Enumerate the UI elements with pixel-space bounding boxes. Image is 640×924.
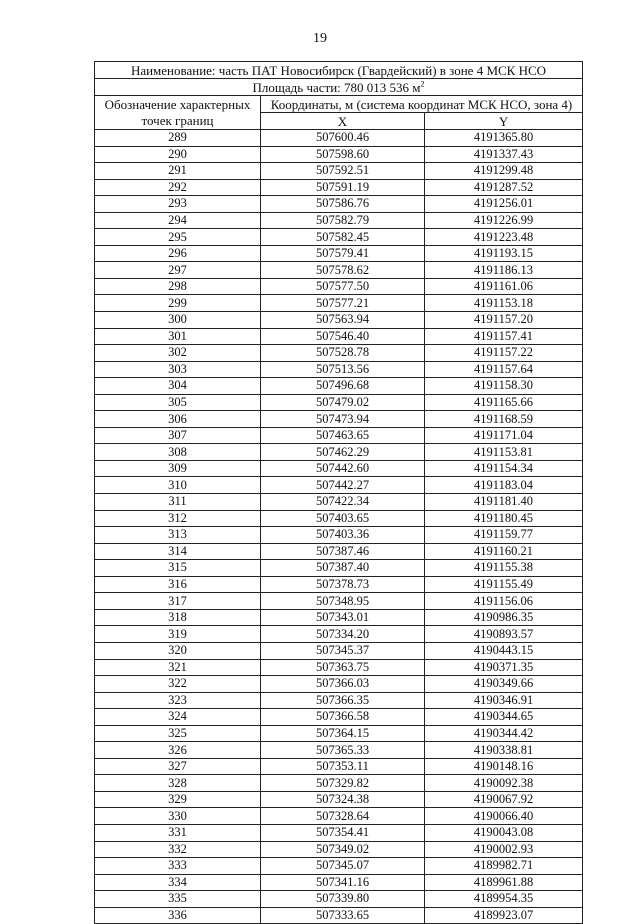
area-unit-superscript: 2 (420, 79, 425, 89)
table-row (95, 791, 583, 808)
table-row (95, 676, 583, 693)
table-row (95, 576, 583, 593)
table-row (95, 858, 583, 875)
point-number-cell: 307 (95, 427, 261, 444)
y-coordinate-cell: 4191159.77 (425, 527, 583, 544)
table-row (95, 510, 583, 527)
table-row (95, 212, 583, 229)
x-coordinate-cell: 507339.80 (261, 891, 425, 908)
x-coordinate-cell: 507349.02 (261, 841, 425, 858)
page-number: 19 (313, 31, 327, 46)
y-coordinate-cell: 4191256.01 (425, 196, 583, 213)
point-number-cell: 328 (95, 775, 261, 792)
y-coordinate-cell: 4191168.59 (425, 411, 583, 428)
y-coordinate-cell: 4190344.42 (425, 725, 583, 742)
point-number-cell: 331 (95, 824, 261, 841)
point-number-cell: 303 (95, 361, 261, 378)
y-coordinate-cell: 4190092.38 (425, 775, 583, 792)
table-row (95, 245, 583, 262)
area-line (95, 79, 583, 96)
table-row (95, 494, 583, 511)
table-row (95, 527, 583, 544)
y-column-header: Y (425, 113, 583, 130)
table-row (95, 642, 583, 659)
y-coordinate-cell: 4191160.21 (425, 543, 583, 560)
x-coordinate-cell: 507329.82 (261, 775, 425, 792)
point-number-cell: 320 (95, 642, 261, 659)
x-coordinate-cell: 507462.29 (261, 444, 425, 461)
point-number-cell: 312 (95, 510, 261, 527)
x-coordinate-cell: 507582.79 (261, 212, 425, 229)
y-coordinate-cell: 4190002.93 (425, 841, 583, 858)
x-coordinate-cell: 507366.35 (261, 692, 425, 709)
y-coordinate-cell: 4190443.15 (425, 642, 583, 659)
point-number-cell: 324 (95, 709, 261, 726)
table-row (95, 262, 583, 279)
y-coordinate-cell: 4190893.57 (425, 626, 583, 643)
y-coordinate-cell: 4191299.48 (425, 163, 583, 180)
x-coordinate-cell: 507592.51 (261, 163, 425, 180)
x-coordinate-cell: 507463.65 (261, 427, 425, 444)
point-number-cell: 293 (95, 196, 261, 213)
point-number-cell: 295 (95, 229, 261, 246)
point-number-cell: 311 (95, 494, 261, 511)
y-coordinate-cell: 4191157.20 (425, 312, 583, 329)
point-number-cell: 326 (95, 742, 261, 759)
point-number-cell: 322 (95, 676, 261, 693)
point-number-cell: 334 (95, 874, 261, 891)
y-coordinate-cell: 4190986.35 (425, 609, 583, 626)
y-coordinate-cell: 4191181.40 (425, 494, 583, 511)
y-coordinate-cell: 4189954.35 (425, 891, 583, 908)
x-coordinate-cell: 507586.76 (261, 196, 425, 213)
table-row (95, 593, 583, 610)
table-row (95, 560, 583, 577)
y-coordinate-cell: 4190346.91 (425, 692, 583, 709)
x-coordinate-cell: 507598.60 (261, 146, 425, 163)
y-coordinate-cell: 4189961.88 (425, 874, 583, 891)
point-number-cell: 301 (95, 328, 261, 345)
point-number-cell: 315 (95, 560, 261, 577)
point-number-cell: 290 (95, 146, 261, 163)
x-coordinate-cell: 507353.11 (261, 758, 425, 775)
table-row (95, 907, 583, 924)
y-coordinate-cell: 4191226.99 (425, 212, 583, 229)
table-row (95, 196, 583, 213)
table-row (95, 824, 583, 841)
table-row (95, 659, 583, 676)
x-coordinate-cell: 507600.46 (261, 130, 425, 147)
x-coordinate-cell: 507334.20 (261, 626, 425, 643)
table-row (95, 146, 583, 163)
y-coordinate-cell: 4191156.06 (425, 593, 583, 610)
x-coordinate-cell: 507387.40 (261, 560, 425, 577)
y-coordinate-cell: 4190344.65 (425, 709, 583, 726)
point-number-cell: 321 (95, 659, 261, 676)
point-number-cell: 306 (95, 411, 261, 428)
point-number-cell: 318 (95, 609, 261, 626)
table-row (95, 709, 583, 726)
x-coordinate-cell: 507365.33 (261, 742, 425, 759)
y-coordinate-cell: 4191155.38 (425, 560, 583, 577)
table-row (95, 444, 583, 461)
point-number-cell: 316 (95, 576, 261, 593)
table-row (95, 394, 583, 411)
table-row (95, 874, 583, 891)
x-coordinate-cell: 507403.36 (261, 527, 425, 544)
table-row (95, 361, 583, 378)
y-coordinate-cell: 4190043.08 (425, 824, 583, 841)
point-number-cell: 317 (95, 593, 261, 610)
y-coordinate-cell: 4191223.48 (425, 229, 583, 246)
point-number-cell: 327 (95, 758, 261, 775)
table-row (95, 543, 583, 560)
x-coordinate-cell: 507591.19 (261, 179, 425, 196)
y-coordinate-cell: 4191337.43 (425, 146, 583, 163)
x-coordinate-cell: 507473.94 (261, 411, 425, 428)
table-row (95, 328, 583, 345)
table-row (95, 742, 583, 759)
table-row (95, 725, 583, 742)
point-number-cell: 305 (95, 394, 261, 411)
x-coordinate-cell: 507442.27 (261, 477, 425, 494)
table-row (95, 427, 583, 444)
zone-name-title: Наименование: часть ПАТ Новосибирск (Гвардейский) в зоне 4 МСК НСО (95, 62, 583, 79)
x-coordinate-cell: 507563.94 (261, 312, 425, 329)
y-coordinate-cell: 4191155.49 (425, 576, 583, 593)
table-row (95, 345, 583, 362)
point-number-cell: 336 (95, 907, 261, 924)
y-coordinate-cell: 4191180.45 (425, 510, 583, 527)
x-coordinate-cell: 507403.65 (261, 510, 425, 527)
point-number-cell: 304 (95, 378, 261, 395)
x-coordinate-cell: 507345.07 (261, 858, 425, 875)
point-number-cell: 302 (95, 345, 261, 362)
table-row (95, 179, 583, 196)
point-number-cell: 332 (95, 841, 261, 858)
point-number-cell: 325 (95, 725, 261, 742)
y-coordinate-cell: 4190338.81 (425, 742, 583, 759)
point-label-header (95, 96, 261, 130)
y-coordinate-cell: 4191171.04 (425, 427, 583, 444)
y-coordinate-cell: 4191158.30 (425, 378, 583, 395)
point-number-cell: 292 (95, 179, 261, 196)
table-row (95, 692, 583, 709)
y-coordinate-cell: 4191157.22 (425, 345, 583, 362)
y-coordinate-cell: 4191161.06 (425, 278, 583, 295)
point-number-cell: 291 (95, 163, 261, 180)
x-coordinate-cell: 507364.15 (261, 725, 425, 742)
x-coordinate-cell: 507496.68 (261, 378, 425, 395)
table-row (95, 229, 583, 246)
point-number-cell: 308 (95, 444, 261, 461)
y-coordinate-cell: 4191157.41 (425, 328, 583, 345)
y-coordinate-cell: 4190066.40 (425, 808, 583, 825)
x-coordinate-cell: 507348.95 (261, 593, 425, 610)
point-number-cell: 289 (95, 130, 261, 147)
y-coordinate-cell: 4191287.52 (425, 179, 583, 196)
x-coordinate-cell: 507366.03 (261, 676, 425, 693)
coordinates-body (95, 130, 583, 924)
x-coordinate-cell: 507366.58 (261, 709, 425, 726)
y-coordinate-cell: 4191186.13 (425, 262, 583, 279)
table-row (95, 312, 583, 329)
y-coordinate-cell: 4191153.81 (425, 444, 583, 461)
x-coordinate-cell: 507578.62 (261, 262, 425, 279)
point-number-cell: 335 (95, 891, 261, 908)
point-number-cell: 323 (95, 692, 261, 709)
x-coordinate-cell: 507341.16 (261, 874, 425, 891)
y-coordinate-cell: 4191365.80 (425, 130, 583, 147)
y-coordinate-cell: 4190148.16 (425, 758, 583, 775)
table-row (95, 460, 583, 477)
table-row (95, 477, 583, 494)
table-row (95, 626, 583, 643)
point-number-cell: 309 (95, 460, 261, 477)
x-coordinate-cell: 507528.78 (261, 345, 425, 362)
y-coordinate-cell: 4191154.34 (425, 460, 583, 477)
table-row (95, 163, 583, 180)
point-number-cell: 298 (95, 278, 261, 295)
table-row (95, 378, 583, 395)
table-row (95, 411, 583, 428)
point-label-line1: Обозначение характерных (104, 96, 251, 112)
y-coordinate-cell: 4190371.35 (425, 659, 583, 676)
table-row (95, 841, 583, 858)
y-coordinate-cell: 4189982.71 (425, 858, 583, 875)
area-text: Площадь части: 780 013 536 м (252, 79, 421, 95)
table-row (95, 130, 583, 147)
table-row (95, 278, 583, 295)
y-coordinate-cell: 4191157.64 (425, 361, 583, 378)
point-number-cell: 297 (95, 262, 261, 279)
point-number-cell: 300 (95, 312, 261, 329)
x-coordinate-cell: 507387.46 (261, 543, 425, 560)
point-number-cell: 329 (95, 791, 261, 808)
point-number-cell: 310 (95, 477, 261, 494)
table-row (95, 808, 583, 825)
coordinates-table (94, 61, 583, 924)
x-coordinate-cell: 507577.21 (261, 295, 425, 312)
y-coordinate-cell: 4190067.92 (425, 791, 583, 808)
x-coordinate-cell: 507328.64 (261, 808, 425, 825)
table-row (95, 295, 583, 312)
table-row (95, 758, 583, 775)
table-row (95, 609, 583, 626)
point-number-cell: 313 (95, 527, 261, 544)
x-coordinate-cell: 507354.41 (261, 824, 425, 841)
x-coordinate-cell: 507546.40 (261, 328, 425, 345)
x-coordinate-cell: 507479.02 (261, 394, 425, 411)
x-coordinate-cell: 507345.37 (261, 642, 425, 659)
y-coordinate-cell: 4189923.07 (425, 907, 583, 924)
x-coordinate-cell: 507343.01 (261, 609, 425, 626)
point-number-cell: 296 (95, 245, 261, 262)
y-coordinate-cell: 4190349.66 (425, 676, 583, 693)
y-coordinate-cell: 4191193.15 (425, 245, 583, 262)
x-coordinate-cell: 507442.60 (261, 460, 425, 477)
point-number-cell: 319 (95, 626, 261, 643)
x-coordinate-cell: 507378.73 (261, 576, 425, 593)
x-coordinate-cell: 507363.75 (261, 659, 425, 676)
y-coordinate-cell: 4191165.66 (425, 394, 583, 411)
point-number-cell: 299 (95, 295, 261, 312)
y-coordinate-cell: 4191183.04 (425, 477, 583, 494)
x-column-header: X (261, 113, 425, 130)
point-number-cell: 294 (95, 212, 261, 229)
point-number-cell: 330 (95, 808, 261, 825)
x-coordinate-cell: 507333.65 (261, 907, 425, 924)
x-coordinate-cell: 507422.34 (261, 494, 425, 511)
table-row (95, 775, 583, 792)
y-coordinate-cell: 4191153.18 (425, 295, 583, 312)
x-coordinate-cell: 507513.56 (261, 361, 425, 378)
point-number-cell: 333 (95, 858, 261, 875)
x-coordinate-cell: 507582.45 (261, 229, 425, 246)
coords-header: Координаты, м (система координат МСК НСО, зона 4) (261, 96, 583, 113)
x-coordinate-cell: 507577.50 (261, 278, 425, 295)
point-number-cell: 314 (95, 543, 261, 560)
x-coordinate-cell: 507579.41 (261, 245, 425, 262)
point-label-line2: точек границ (141, 112, 214, 128)
x-coordinate-cell: 507324.38 (261, 791, 425, 808)
